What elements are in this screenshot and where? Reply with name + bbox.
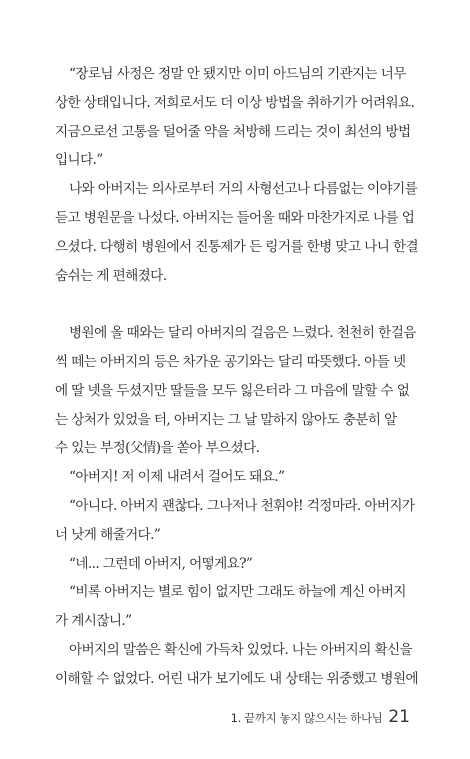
- text-line: “네... 그런데 아버지, 어떻게요?”: [69, 555, 253, 572]
- text-line: 숨쉬는 게 편해졌다.: [55, 267, 167, 284]
- running-footer-chapter: 1. 끝까지 놓지 않으시는 하나님: [230, 711, 383, 725]
- page-number: 21: [388, 707, 410, 727]
- body-text: [55, 60, 425, 694]
- text-line: 듣고 병원문을 나섰다. 아버지는 들어올 때와 마찬가지로 나를 업: [55, 209, 415, 226]
- text-line: 씩 떼는 아버지의 등은 차가운 공기와는 달리 따뜻했다. 아들 넷: [55, 353, 406, 370]
- text-line: 나와 아버지는 의사로부터 거의 사형선고나 다름없는 이야기를: [69, 181, 418, 198]
- page-footer: [231, 707, 410, 727]
- text-line: 지금으로선 고통을 덜어줄 약을 처방해 드리는 것이 최선의 방법: [55, 123, 411, 140]
- paragraph-gap: [55, 290, 425, 319]
- text-line: “아버지! 저 이제 내려서 걸어도 돼요.”: [69, 469, 285, 486]
- text-line: 상한 상태입니다. 저희로서도 더 이상 방법을 취하기가 어려워요.: [55, 94, 415, 111]
- text-line: “장로님 사정은 정말 안 됐지만 이미 아드님의 기관지는 너무: [69, 66, 406, 82]
- text-line: 아버지의 말씀은 확신에 가득차 있었다. 나는 아버지의 확신을: [69, 641, 413, 658]
- text-line: 는 상처가 있었을 터, 아버지는 그 날 말하지 않아도 충분히 알: [55, 411, 397, 428]
- text-line: 수 있는 부정(父情)을 쏟아 부으셨다.: [55, 440, 260, 457]
- text-line: 입니다.”: [55, 152, 103, 169]
- text-line: 에 딸 넷을 두셨지만 딸들을 모두 잃은터라 그 마음에 말할 수 없: [55, 382, 410, 399]
- text-line: 가 계시잖니.”: [55, 613, 132, 630]
- text-line: 이해할 수 없었다. 어린 내가 보기에도 내 상태는 위중했고 병원에: [55, 670, 419, 687]
- text-line: 병원에 올 때와는 달리 아버지의 걸음은 느렸다. 천천히 한걸음: [69, 325, 416, 342]
- text-line: “아니다. 아버지 괜찮다. 그나저나 천휘야! 걱정마라. 아버지가: [69, 497, 415, 514]
- text-line: 너 낫게 해줄거다.”: [55, 526, 161, 543]
- text-line: 으셨다. 다행히 병원에서 진통제가 든 링거를 한병 맞고 나니 한결: [55, 238, 419, 255]
- text-line: “비록 아버지는 별로 힘이 없지만 그래도 하늘에 계신 아버지: [69, 584, 406, 601]
